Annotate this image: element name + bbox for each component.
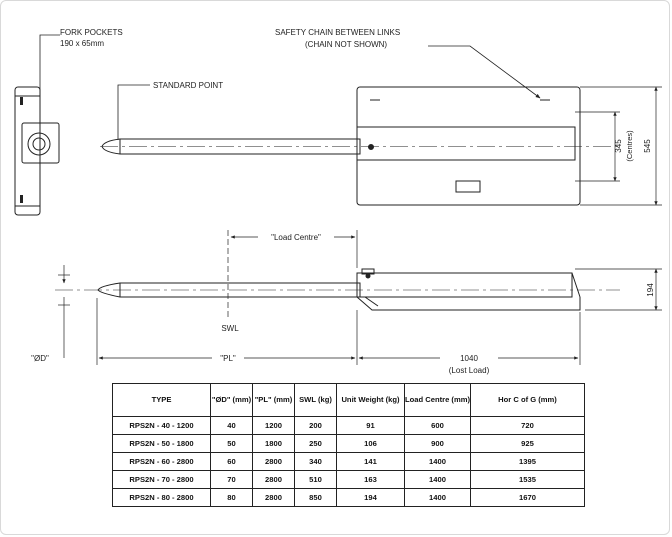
cell-type: RPS2N - 60 - 2800 <box>113 453 211 471</box>
cell-hor-cog: 1670 <box>471 489 585 507</box>
cell-load-centre: 1400 <box>405 489 471 507</box>
cell-diameter: 70 <box>211 471 253 489</box>
cell-unit-weight: 91 <box>337 417 405 435</box>
swl-label: SWL <box>221 324 239 333</box>
end-view <box>15 87 59 215</box>
cell-pl: 2800 <box>253 489 295 507</box>
specification-table <box>112 383 585 507</box>
pl-label: "PL" <box>220 354 236 363</box>
cell-pl: 1200 <box>253 417 295 435</box>
header-load-centre: Load Centre (mm) <box>405 384 471 417</box>
cell-swl: 510 <box>295 471 337 489</box>
standard-point-label: STANDARD POINT <box>153 81 224 90</box>
overall-width-dimension: 545 <box>643 139 652 153</box>
cell-type: RPS2N - 50 - 1800 <box>113 435 211 453</box>
cell-pl: 1800 <box>253 435 295 453</box>
cell-hor-cog: 720 <box>471 417 585 435</box>
cell-load-centre: 900 <box>405 435 471 453</box>
chain-not-shown-label: (CHAIN NOT SHOWN) <box>305 40 388 49</box>
height-dimension: 194 <box>646 283 655 297</box>
safety-chain-label: SAFETY CHAIN BETWEEN LINKS <box>275 28 401 37</box>
cell-diameter: 50 <box>211 435 253 453</box>
cell-type: RPS2N - 80 - 2800 <box>113 489 211 507</box>
cell-unit-weight: 194 <box>337 489 405 507</box>
fork-pockets-size: 190 x 65mm <box>60 39 105 48</box>
cell-type: RPS2N - 40 - 1200 <box>113 417 211 435</box>
cell-unit-weight: 141 <box>337 453 405 471</box>
body-side-view <box>357 269 580 310</box>
tine-side-view <box>55 283 620 297</box>
cell-pl: 2800 <box>253 471 295 489</box>
header-diameter: "ØD" (mm) <box>211 384 253 417</box>
cell-load-centre: 600 <box>405 417 471 435</box>
cell-unit-weight: 163 <box>337 471 405 489</box>
body-plan-view <box>357 87 580 205</box>
cell-load-centre: 1400 <box>405 471 471 489</box>
cell-swl: 340 <box>295 453 337 471</box>
cell-load-centre: 1400 <box>405 453 471 471</box>
table-row <box>113 435 585 453</box>
fork-pockets-label: FORK POCKETS <box>60 28 123 37</box>
cell-diameter: 80 <box>211 489 253 507</box>
centres-label: (Centres) <box>625 130 634 162</box>
header-hor-cog: Hor C of G (mm) <box>471 384 585 417</box>
header-unit-weight: Unit Weight (kg) <box>337 384 405 417</box>
load-centre-label: "Load Centre" <box>271 233 321 242</box>
lost-load-label: (Lost Load) <box>448 366 490 375</box>
cell-hor-cog: 1535 <box>471 471 585 489</box>
cell-hor-cog: 1395 <box>471 453 585 471</box>
cell-diameter: 60 <box>211 453 253 471</box>
tine-plan-view <box>100 139 620 154</box>
header-swl: SWL (kg) <box>295 384 337 417</box>
cell-diameter: 40 <box>211 417 253 435</box>
cell-swl: 250 <box>295 435 337 453</box>
lost-load-dimension: 1040 <box>460 354 478 363</box>
diameter-label: "ØD" <box>31 354 49 363</box>
centres-dimension: 345 <box>614 139 623 153</box>
table-row <box>113 417 585 435</box>
table-header-row <box>113 384 585 417</box>
header-pl: "PL" (mm) <box>253 384 295 417</box>
table-row <box>113 471 585 489</box>
table-row <box>113 453 585 471</box>
table-row <box>113 489 585 507</box>
cell-swl: 850 <box>295 489 337 507</box>
header-type: TYPE <box>113 384 211 417</box>
cell-hor-cog: 925 <box>471 435 585 453</box>
cell-unit-weight: 106 <box>337 435 405 453</box>
cell-swl: 200 <box>295 417 337 435</box>
cell-pl: 2800 <box>253 453 295 471</box>
cell-type: RPS2N - 70 - 2800 <box>113 471 211 489</box>
